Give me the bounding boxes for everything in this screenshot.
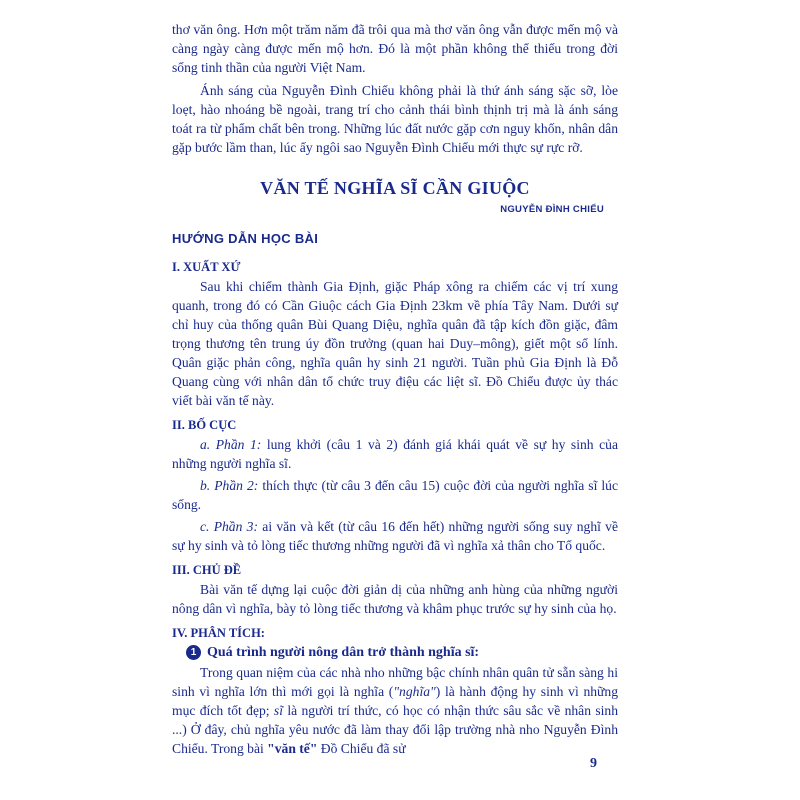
theme-paragraph: Bài văn tế dựng lại cuộc đời giản dị của những anh hùng của những người nông dân vì nghĩa, bày tỏ lòng tiếc thương và khâm phục trước sự hy sinh của họ. xyxy=(172,582,618,616)
section-heading-analysis: IV. PHÂN TÍCH: xyxy=(172,626,265,640)
analysis-subheading-text: Quá trình người nông dân trở thành nghĩa sĩ: xyxy=(207,645,480,660)
number-one-badge: 1 xyxy=(186,645,201,660)
analysis-term-si: sĩ xyxy=(273,703,283,718)
study-guide-heading: HƯỚNG DẪN HỌC BÀI xyxy=(172,231,319,246)
section-heading-theme: III. CHỦ ĐỀ xyxy=(172,563,242,577)
analysis-paragraph xyxy=(172,663,618,758)
analysis-text-4: Đồ Chiểu đã sử xyxy=(317,741,406,756)
structure-part-a-text: lung khởi (câu 1 và 2) đánh giá khái quát về sự hy sinh của những người nghĩa sĩ. xyxy=(172,437,618,471)
article-title: VĂN TẾ NGHĨA SĨ CẦN GIUỘC xyxy=(260,178,530,198)
structure-part-b-label: b. Phần 2: xyxy=(200,478,259,493)
section-heading-structure: II. BỐ CỤC xyxy=(172,418,237,432)
body-block xyxy=(172,258,618,758)
structure-part-a-label: a. Phần 1: xyxy=(200,437,262,452)
section-heading-origin: I. XUẤT XỨ xyxy=(172,260,241,274)
page-number: 9 xyxy=(590,756,597,771)
structure-part-b xyxy=(172,476,618,514)
structure-part-c-label: c. Phần 3: xyxy=(200,519,259,534)
analysis-quote-van-te: "văn tế" xyxy=(267,741,318,756)
article-author: NGUYỄN ĐÌNH CHIỂU xyxy=(500,204,604,215)
intro-paragraph-2: Ánh sáng của Nguyễn Đình Chiểu không phải là thứ ánh sáng sặc sỡ, lòe loẹt, hào nhoáng bề ngoài, trang trí cho cảnh thái bình thịnh trị mà là ánh sáng toát ra từ phẩm chất bên trong. Những lúc đất nước gặp cơn nguy khốn, nhân dân gặp bước lầm than, lúc ấy ngôi sao Nguyễn Đình Chiểu mới thực sự rực rỡ. xyxy=(172,83,618,155)
analysis-text-2: ) là hành động hy sinh vì những mục đích tốt đẹp; xyxy=(172,684,618,718)
structure-part-c-text: ai văn và kết (từ câu 16 đến hết) những người sống suy nghĩ về sự hy sinh và tỏ lòng tiếc thương những người đã vì nghĩa xả thân cho Tổ quốc. xyxy=(172,519,618,553)
structure-part-c xyxy=(172,517,618,555)
analysis-quote-nghia: "nghĩa" xyxy=(393,684,436,699)
structure-part-b-text: thích thực (từ câu 3 đến câu 15) cuộc đời của người nghĩa sĩ lúc sống. xyxy=(172,478,619,512)
analysis-text-1: Trong quan niệm của các nhà nho những bậc chính nhân quân tử sẵn sàng hi sinh vì nghĩa lớn thì mới gọi là nghĩa ( xyxy=(172,665,618,699)
origin-paragraph: Sau khi chiếm thành Gia Định, giặc Pháp xông ra chiếm các vị trí xung quanh, trong đó có Cần Giuộc cách Gia Định 23km về phía Tây Nam. Dưới sự chỉ huy của thống quân Bùi Quang Diệu, nghĩa quân đã tập kích đồn giặc, đâm trọng thương tên trung úy đồn trưởng (quan hai Duy–mông), giết một số lính. Quân giặc phản công, nghĩa quân hy sinh 21 người. Tuần phủ Gia Định là Đỗ Quang cùng với nhân dân tổ chức truy điệu các liệt sĩ. Đồ Chiểu được ủy thác viết bài văn tế này. xyxy=(172,279,618,408)
intro-block xyxy=(172,20,618,157)
analysis-text-3: là người trí thức, có học có nhận thức sâu sắc về nhân sinh ...) Ở đây, chủ nghĩa yêu nước đã làm thay đổi lập trường nhà nho Nguyễn Đình Chiểu. Trong bài xyxy=(172,703,618,756)
intro-paragraph-1: thơ văn ông. Hơn một trăm năm đã trôi qua mà thơ văn ông vẫn được mến mộ và càng ngày càng được mến mộ hơn. Đó là một phần không thể thiếu trong đời sống tinh thần của người Việt Nam. xyxy=(172,22,618,75)
analysis-subheading xyxy=(172,643,618,663)
structure-part-a xyxy=(172,435,618,473)
